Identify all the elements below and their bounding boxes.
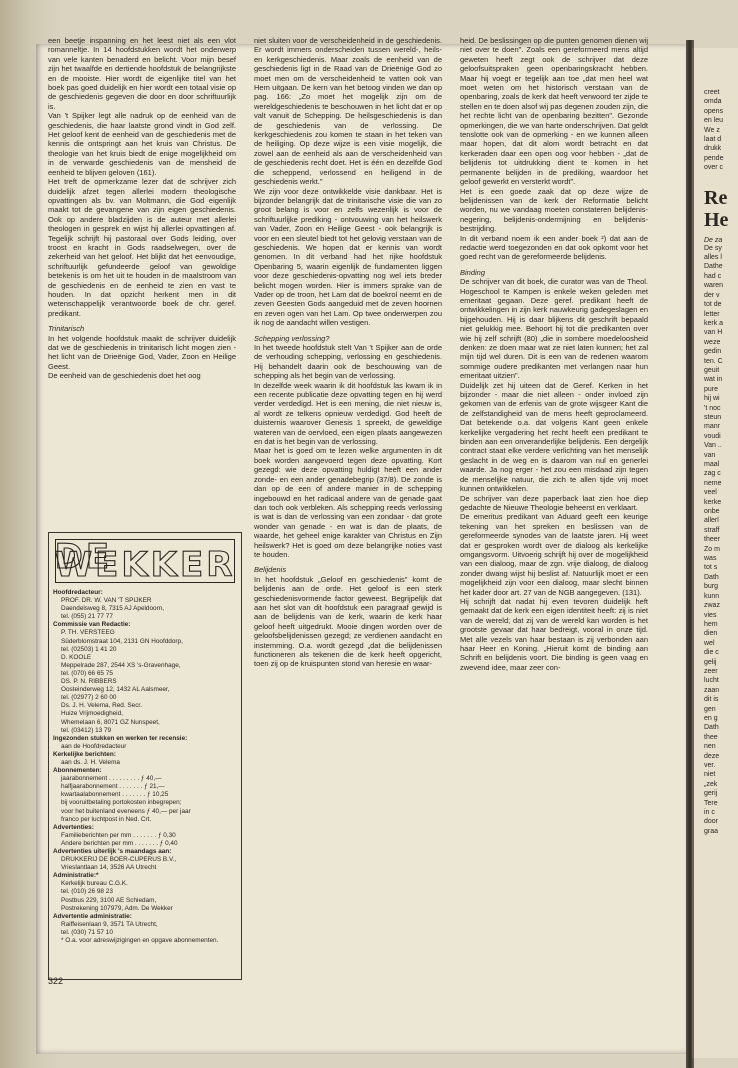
section-heading: Schepping verlossing? — [254, 333, 330, 343]
next-page-line: Tere — [704, 799, 718, 807]
next-page-line: Dathe — [704, 263, 723, 271]
next-page-line: in c — [704, 809, 715, 817]
paragraph: niet sluiten voor de verscheidenheid in de geschiedenis. Er wordt immers onderscheiden tussen wereld-, heils- en kerkgeschiedenis. Maar zoals de eenheid van de geschiedenis ligt in de Raad van de Drieënige God zo moet men om de verscheidenheid te vatten ook van Hem uitgaan. De kern van het betoog vinden we dan op pag. 166: „Zo moet het mogelijk zijn om de wereldgeschiedenis te beschouwen in het licht dat er op valt vanuit de Schepping. De heilsgeschiedenis is dan de geschiedenis van de verlossing. De kerkgeschiedenis zou komen te staan in het teken van de heiliging. Op deze wijze is een visie mogelijk, die zowel aan de eenheid als aan de verscheidenheid van de geschiedenis recht doet. Het is één en dezelfde God die scheppend, verlossend en heiligend in de geschiedenis werkt." — [254, 36, 442, 187]
next-page-line: zwaz — [704, 602, 720, 610]
next-page-line: ver. — [704, 762, 716, 769]
text-column-1 — [48, 36, 236, 381]
masthead-line: tel. (03412) 13 79 — [61, 726, 112, 734]
masthead-line: Familieberichten per mm . . . . . . . ƒ 0,30 — [61, 831, 176, 839]
next-page-line: pure — [704, 385, 719, 393]
paragraph: een beetje inspanning en het leest niet als een vlot romanneltje. In 14 hoofdstukken wordt het onderwerp van vele kanten benaderd en belicht. Voor mijn besef zijn het twaalfde en dertiende hoofdstuk de belangrijkste en de mooiste. Hier wordt de eigenlijke titel van het boek pas goed duidelijk en hier wordt een totaal visie op de geschiedenis gegeven die door en door schriftuurlijk is. — [48, 36, 236, 111]
masthead-line: halfjaarabonnement . . . . . . . ƒ 21,— — [61, 783, 165, 791]
next-page-line: laat d — [704, 136, 722, 144]
section-heading: Binding — [460, 267, 486, 277]
next-page-subtitle: De za — [704, 236, 723, 244]
next-page-line: hem — [704, 620, 718, 628]
masthead-line: D. KOOLE — [61, 653, 92, 661]
next-page-line: maal — [704, 461, 720, 468]
paragraph: De schrijver van deze paperback laat zien hoe diep gedachte de Nieuwe Theologie beheerst en verklaart. — [460, 493, 648, 512]
masthead-box — [48, 532, 242, 980]
next-page-line: tot de — [704, 301, 722, 309]
next-page-line: zaan — [704, 686, 720, 694]
next-page-line: pende — [704, 154, 724, 162]
masthead-line: Postrekening 107979, Adm. De Wekker — [61, 904, 173, 912]
masthead-line: Ds. J. H. Velema, Red. Secr. — [61, 702, 142, 710]
next-page-line: De sy — [704, 244, 722, 252]
masthead-line: Daendelsweg 8, 7315 AJ Apeldoorn, — [61, 605, 165, 613]
next-page-line: manr — [704, 423, 720, 431]
paragraph: De schrijver van dit boek, die curator was van de Theol. Hogeschool te Kampen is enkele weken geleden met emeritaat gegaan. Deze geref. predikant heeft de ontwikkelingen in zijn kerk nauwkeurig gadegeslagen en bijgehouden. Hij is daar blijkens dit geschrift bepaald niet gelukkig mee. Behoort hij tot die predikanten over wie hij zelf schrijft (80) „die in sombere moedeloosheid denken: ze doen maar wat ze niet laten kunnen; het zal mijn tijd wel duren. Dit is een van de redenen waarom sommige oudere predikanten met verlangen naar hun emeritaat uitzien". — [460, 277, 648, 381]
masthead-line: aan ds. J. H. Velema — [61, 758, 120, 766]
masthead-heading: Advertenties: — [53, 823, 94, 831]
next-page-line: gedin — [704, 348, 722, 356]
next-page-line: zeer — [704, 667, 718, 675]
next-page-line: graa — [704, 827, 719, 835]
masthead-line: Postbus 229, 3100 AE Schiedam, — [61, 896, 157, 904]
next-page-line: over c — [704, 164, 724, 172]
masthead-line: tel. (02977) 2 60 00 — [61, 694, 117, 702]
next-page-line: creet — [704, 89, 720, 96]
logo-text: DE WEKKER — [54, 536, 236, 585]
text-column-3 — [460, 36, 648, 672]
next-page-edge — [692, 48, 738, 1058]
next-page-line: steun — [704, 413, 722, 421]
masthead-line: Oosteinderweg 12, 1432 AL Aalsmeer, — [61, 686, 170, 694]
paragraph: Het is een goede zaak dat op deze wijze de belijdenissen van de kerk der Reformatie belicht worden, nu we vandaag moeten constateren belijdenis-negering, belijdenis-ondermijning en belijdenis-bestrijding. — [460, 186, 648, 234]
de-wekker-logo — [54, 536, 236, 585]
next-page-line: Dath — [704, 573, 719, 581]
next-page-line: letter — [704, 310, 720, 318]
masthead-heading: Commissie van Redactie: — [53, 621, 131, 629]
next-page-line: der v — [704, 291, 720, 299]
paragraph: In dit verband noem ik een ander boek ²) dat aan de redactie werd toegezonden en dat ook opkomt voor het goed recht van de gereformeerde belijdenis. — [460, 233, 648, 262]
next-page-line: van — [704, 451, 716, 459]
next-page-line: dien — [704, 630, 718, 638]
next-page-line: wat in — [704, 376, 723, 384]
masthead-line: franco per luchtpost in Ned. Crt. — [61, 815, 152, 823]
masthead-line: aan de Hoofdredacteur — [61, 742, 127, 750]
next-page-line: gen — [704, 705, 716, 713]
masthead-line: voor het buitenland eveneens ƒ 40,— per jaar — [61, 807, 191, 815]
masthead-line: Kerkelijk bureau C.G.K. — [61, 880, 128, 888]
next-page-line: weze — [704, 338, 721, 346]
next-page-line: veel — [704, 489, 717, 497]
next-page-line: onbe — [704, 508, 720, 516]
next-page-line: had c — [704, 272, 722, 280]
masthead-line: tel. (055) 21 77 77 — [61, 613, 113, 621]
next-page-line: burg — [704, 583, 719, 591]
masthead-line: tel. (02503) 1 41 20 — [61, 645, 117, 653]
next-page-line: Van .. — [704, 442, 722, 450]
next-page-line: lucht — [704, 677, 719, 685]
masthead-line: Whemelaan 6, 8071 GZ Nunspeet, — [61, 718, 160, 726]
paragraph: Duidelijk zet hij uiteen dat de Geref. Kerken in het bijzonder - maar die niet alleen - onder invloed zijn gekomen van de erfenis van de grote wijsgeer Kant die de zelfstandigheid van de mens heeft geproclameerd. Dat betekende o.a. dat volgens Kant geen enkele kerkelijke vergadering het recht heeft een predikant te binden aan een onveranderlijke belijdenis. Een dergelijk contract staat elke verdere verlichting van het menselijk geslacht in de weg en is daarom van nul en generlei waarde. Ja nog erger - het zou een misdaad zijn tegen de menselijke natuur, die zich te allen tijde vrij moet kunnen ontwikkelen. — [460, 380, 648, 494]
next-page-line: opens — [704, 107, 724, 115]
next-page-line: allerl — [704, 517, 719, 525]
next-page-line: ten. C — [704, 357, 723, 365]
next-page-line: „zek — [704, 780, 718, 788]
next-page-line: drukk — [704, 145, 722, 153]
paragraph: In het tweede hoofdstuk stelt Van 't Spijker aan de orde de verhouding schepping, verlossing en geschiedenis. Hij behandelt daarin ook de beschouwing van de schepping als het begin van de verlossing. — [254, 343, 442, 381]
next-page-line: kunn — [704, 592, 720, 600]
masthead-line: tel. (030) 71 57 10 — [61, 928, 113, 936]
next-page-line: en g — [704, 714, 718, 722]
next-page-line: nen — [704, 743, 716, 751]
next-page-line: We z — [704, 126, 720, 134]
masthead-heading: Ingezonden stukken en werken ter recensie: — [53, 734, 188, 742]
paragraph: In het hoofdstuk „Geloof en geschiedenis" komt de belijdenis aan de orde. Het geloof is een sterk geschiedenisvormende factor geweest. Begrijpelijk dat aan het slot van dit hoofdstuk een paragraaf gewijd is aan de belijdenis van de kerk, waarin de kerk haar geloof heeft uitgedrukt. Mooie dingen worden over de geloofsbelijdenissen gezegd; ze verdienen aandacht en instemming. O.a. wordt gezegd „dat die belijdenissen functioneren als tekenen die de kerk heeft opgericht, toen zij op de kruispunten stond van heresie en waar- — [254, 574, 442, 669]
next-page-line: die c — [704, 649, 719, 657]
next-page-line: neme — [704, 479, 722, 487]
next-page-line: tot s — [704, 564, 718, 572]
next-page-line: en leu — [704, 117, 724, 125]
next-page-line: Zo m — [704, 545, 720, 553]
masthead-heading: Advertentie administratie: — [53, 912, 132, 920]
paragraph: De emeritus predikant van Aduard geeft een keurige tekening van het spreken en beslissen van de gereformeerde synodes van de laatste jaren. Hij weet dat er gesproken wordt over de dialoog als kerkelijke omgangsvorm. Uitvoerig schrijft hij over de mogelijkheid van een dialoog, maar de zgn. vrije dialoog, de dialoog zonder dwang wijst hij beslist af. Natuurlijk moet er een mogelijkheid zijn voor een dialoog, maar slecht binnen het kader door art. 27 van de NGB aangegeven. (131). — [460, 512, 648, 597]
masthead-line: tel. (010) 26 98 23 — [61, 888, 113, 896]
section-heading: Belijdenis — [254, 565, 287, 575]
next-page-line: wel — [704, 639, 715, 647]
masthead-heading: Abonnementen: — [53, 767, 102, 775]
masthead-line: * O.a. voor adreswijzigingen en opgave abonnementen. — [61, 937, 219, 945]
page-number: 322 — [48, 976, 64, 986]
next-page-line: theer — [704, 536, 720, 544]
next-page-line: van H — [704, 329, 723, 337]
next-page-line: zag c — [704, 470, 721, 478]
section-heading: Trinitarisch — [48, 324, 85, 334]
next-page-line: gerij — [704, 790, 718, 798]
masthead-heading: Administratie:* — [53, 872, 99, 880]
paragraph: heid. De beslissingen op die punten genomen dienen wij niet over te doen". Zoals een gereformeerd mens altijd geweten heeft zegt ook de schrijver dat deze geloofsuitspraken geen openbaringskracht hebben. Maar hij voegt er tegelijk aan toe „dat men heel wat moet weten om het historisch verstaan van de openbaring, zoals de kerk dat heeft verwoord ter zijde te stellen en te doen alsof wij pas degenen zouden zijn, die het rechte licht van de openbaring bezitten". Gezonde opmerkingen, die we van harte onderschrijven. Dat geldt tenslotte ook van de opmerking - en we kunnen alleen maar hopen, dat dit alom wordt betracht en dat kerkeraden daar een open oog voor hebben - „dat de belijdenis tot uitdrukking dient te komen in het permanente belijden in de prediking, waardoor het geloof gewerkt en versterkt wordt". — [460, 36, 648, 187]
masthead-line: Vrieslantlaan 14, 3526 AA Utrecht — [61, 864, 157, 872]
masthead-line: Huize Vrijmoedigheid, — [61, 710, 123, 718]
next-page-title: Re — [704, 186, 728, 209]
next-page-title: He — [704, 208, 729, 231]
next-page-line: geuit — [704, 366, 720, 374]
paragraph: Van 't Spijker legt alle nadruk op de eenheid van de geschiedenis, die haar laatste grond vindt in God zelf. Het geloof kent de eenheid van de geschiedenis met de kennis die ontspringt aan het kruis van Christus. De theologie van het kruis biedt de enige mogelijkheid om in de verwarde geschiedenis van de mensheid de eenheid te blijven geloven (161). — [48, 111, 236, 177]
next-page-line: thee — [704, 733, 718, 741]
paragraph: In het volgende hoofdstuk maakt de schrijver duidelijk dat we de geschiedenis in trinitarisch licht mogen zien - het licht van de Drieënige God, Vader, Zoon en Heilige Geest. — [48, 333, 236, 371]
masthead-line: Süderblomstraat 104, 2131 GN Hoofddorp, — [61, 637, 183, 645]
next-page-line: dit is — [704, 696, 719, 704]
masthead-line: DS. P. N. RIBBERS — [61, 678, 117, 686]
next-page-line: hij wi — [704, 395, 720, 403]
masthead-heading: Kerkelijke berichten: — [53, 750, 116, 758]
masthead-line: Raiffeisenlaan 9, 3571 TA Utrecht, — [61, 920, 158, 928]
next-page-line: deze — [704, 752, 720, 760]
next-page-line: omda — [704, 98, 722, 106]
next-page-line: Dath — [704, 724, 719, 732]
masthead-line: Andere berichten per mm . . . . . . . ƒ 0,40 — [61, 839, 178, 847]
masthead-line: DRUKKERIJ DE BOER-CUPERUS B.V., — [61, 856, 177, 864]
next-page-line: kerk a — [704, 319, 724, 327]
masthead-line: tel. (070) 66 65 75 — [61, 669, 113, 677]
paragraph: We zijn voor deze ontwikkelde visie dankbaar. Het is bijzonder belangrijk dat de trinitarische visie die van zo groot belang is voor en zelfs wezenlijk is voor de schriftuurlijke prediking - ontvouwing van het heilswerk van Vader, Zoon en Heilige Geest - ook belangrijk is voor en een sleutel biedt tot het gelovig verstaan van de geschiedenis. We hopen dat er kennis van wordt genomen. In dit verband had het rijke hoofdstuk Openbaring 5, waarin eigenlijk de fundamenten liggen voor deze geschiedenis-opvatting nog wel iets breder belicht mogen worden. Hier is immers sprake van de Vader op de troon, het Lam dat de boekrol neemt en de zeven Geesten Gods aangeduid met de zeven hoornen en zeven ogen van het Lam. Op twee onderwerpen zou ik nog de aandacht willen vestigen. — [254, 186, 442, 328]
masthead-line: Meppelrade 287, 2544 XS 's-Gravenhage, — [61, 661, 181, 669]
next-page-line: alles l — [704, 254, 722, 262]
paragraph: De eenheid van de geschiedenis doet het oog — [48, 371, 201, 381]
next-page-line: voudi — [704, 432, 721, 440]
text-column-2 — [254, 36, 442, 669]
next-page-line: gelij — [704, 658, 717, 666]
masthead-line: PROF. DR. W. VAN 'T SPIJKER — [61, 597, 152, 605]
next-page-line: vies — [704, 611, 717, 619]
next-page-line: was — [704, 555, 717, 563]
next-page-line: niet — [704, 771, 716, 779]
paragraph: Hij schrijft dat nadat hij even tevoren duidelijk heft gemaakt dat de kerk een eigen identiteit heeft: zij is niet van de wereld; dat zij van de wereld kan worden is het grootste gevaar dat haar bedreigt, vooral in onze tijd. Met alle vezels van haar bestaan is zij verbonden aan haar Heer en Koning. „Hieruit komt de binding aan Schrift en belijdenis voort. Die binding is geen vaag en zwevend idee, maar zeer con- — [460, 596, 648, 672]
masthead-line: kwartaalabonnement . . . . . . . ƒ 10,25 — [61, 791, 169, 799]
masthead-heading: Advertenties uiterlijk 's maandags aan: — [53, 848, 172, 855]
masthead-line: jaarabonnement . . . . . . . . . ƒ 40,— — [61, 775, 162, 783]
next-page-line: 't noc — [704, 404, 721, 412]
masthead-heading: Hoofdredacteur: — [53, 589, 103, 596]
masthead-lines — [53, 589, 237, 945]
next-page-line: straff — [704, 526, 720, 534]
masthead-line: P. TH. VERSTEEG — [61, 629, 115, 637]
next-page-line: door — [704, 818, 719, 826]
masthead-line: bij vooruitbetaling portokosten inbegrepen; — [61, 799, 182, 807]
paragraph: Het treft de opmerkzame lezer dat de schrijver zich duidelijk afzet tegen allerlei modern theologische opvattingen als bv. van Moltmann, die God eigenlijk maakt tot de gevangene van zijn eigen geschiedenis. Ook op andere bladzijden is de auteur met allerlei theologen in gesprek en wijst hij allerlei opvattingen af. Tegelijk schrijft hij pastoraal over Gods leiding, over troost en kracht in Gods raadselwegen, over de zekerheid van het geloof. Het blijkt dat het eenvoudige, schriftuurlijk gefundeerde geloof van gewoldige betekenis is om het uit te houden in de maalstroom van de geschiedenis en de eenheid te zien en vast te houden. In dat opzicht herkent men in dit wetenschappelijk verantwoorde boek de chr. geref. predikant. — [48, 177, 236, 318]
paragraph: In dezelfde week waarin ik dit hoofdstuk las kwam ik in een recente publicatie deze opvatting tegen en hij werd verder verdedigd. Het is een mening, die niet nieuw is, al wordt ze telkens opnieuw verdedigd. God heeft de duisternis waarover Genesis 1 spreekt, de geweldige wateren van de oervloed, een eigen plaats aangewezen en dat is het begin van de verlossing. — [254, 380, 442, 447]
paragraph: Maar het is goed om te lezen welke argumenten in dit boek worden aangevoerd tegen deze opvatting. Kort gezegd: wie deze opvatting huldigt heeft een ander zonde- en een ander genadebegrip (37/8). De zonde is dan op de een of andere manier in de schepping ingebouwd en het radicaal andere van de genade gaat dan toch ook verbleken. Als schepping reeds verlossing is wat is dan de verlossing van een zondaar - dat grote wonder van genade - en wat is dan de plaats, de waarde, het geheel enige karakter van Christus en Zijn heilswerk? Het is goed om deze belangrijke noties vast te houden. — [254, 446, 442, 559]
next-page-line: kerke — [704, 498, 722, 506]
next-page-line: waren — [704, 282, 724, 290]
